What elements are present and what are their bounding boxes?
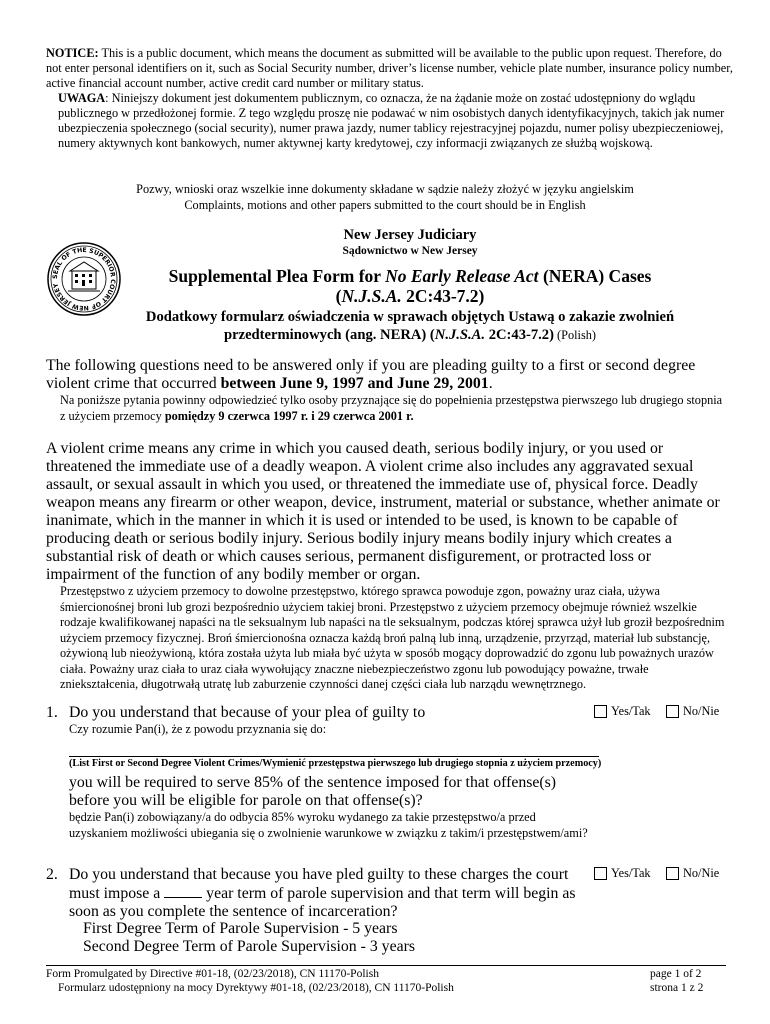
notice-text: This is a public document, which means the document as submitted will be available to the public upon request. Therefore, do not enter personal identifiers on it, such as Social Security number, driver’s license number, vehicle plate number, insurance policy number, active financial account number, active credit card number or military status.	[46, 46, 733, 90]
yes-checkbox[interactable]: Yes/Tak	[594, 704, 651, 719]
no-checkbox[interactable]: No/Nie	[666, 866, 719, 881]
language-notice	[0, 181, 770, 213]
notice-pl-label: UWAGA	[58, 91, 106, 105]
org-name-en: New Jersey Judiciary	[343, 227, 477, 243]
crimes-input-line[interactable]	[69, 756, 599, 757]
years-blank-input[interactable]	[164, 884, 202, 898]
language-notice-pl: Pozwy, wnioski oraz wszelkie inne dokumenty składane w sądzie należy złożyć w języku angielskim	[136, 182, 634, 196]
question-text-en: Do you understand that because of your plea of guilty to	[69, 704, 426, 721]
checkbox-icon[interactable]	[594, 705, 607, 718]
question-text-en: Do you understand that because you have pled guilty to these charges the court must impose a year term of parole supervision and that term will begin as soon as you complete the sentence of incarceration?	[69, 866, 576, 920]
form-title: Supplemental Plea Form for No Early Release Act (NERA) Cases (N.J.S.A. 2C:43-7.2)	[168, 266, 652, 306]
notice-pl-text: : Niniejszy dokument jest dokumentem publicznym, co oznacza, że na żądanie może on zostać udostępniony do wglądu publicznego w przedłożonej formie. Z tego względu proszę nie podawać w nim osobistych danych identyfikacyjnych, takich jak numer ubezpieczenia społecznego (social security), numer prawa jazdy, numer tablicy rejestracyjnej pojazdu, numer polisy ubezpieczeniowej, numery aktywnych kont bankowych, numer aktywnej karty kredytowej, czy informacji związanych ze służbą wojskową.	[58, 91, 725, 150]
notice-label: NOTICE:	[46, 46, 99, 60]
footer-page-number: page 1 of 2 strona 1 z 2	[650, 968, 704, 994]
no-checkbox[interactable]: No/Nie	[666, 704, 719, 719]
definition-section	[46, 440, 726, 693]
checkbox-icon[interactable]	[666, 867, 679, 880]
notice-block	[46, 46, 736, 151]
checkbox-icon[interactable]	[666, 705, 679, 718]
notice-en	[46, 46, 736, 91]
intro-en: The following questions need to be answered only if you are pleading guilty to a first or second degree violent crime that occurred between June 9, 1997 and June 29, 2001.	[46, 357, 696, 392]
question-number: 1.	[46, 704, 58, 721]
language-notice-en: Complaints, motions and other papers submitted to the court should be in English	[184, 198, 586, 212]
question-cont-pl: będzie Pan(i) zobowiązany/a do odbycia 85% wyroku wydanego za takie przestępstwo/a przed uzyskaniem możliwości ubiegania się o zwolnienie warunkowe w związku z takim/i przestępstwem/ami?	[69, 810, 588, 840]
intro-pl: Na poniższe pytania powinny odpowiedzieć tylko osoby przyznające się do popełnienia przestępstwa pierwszego lub drugiego stopnia z użyciem przemocy pomiędzy 9 czerwca 1997 r. i 29 czerwca 2001 r.	[60, 393, 723, 423]
crimes-line-caption: (List First or Second Degree Violent Crimes/Wymienić przestępstwa pierwszego lub drugiego stopnia z użyciem przemocy)	[69, 758, 602, 769]
seal-text: SEAL OF THE SUPERIOR COURT OF NEW JERSEY	[51, 246, 117, 312]
footer-divider	[46, 965, 726, 966]
yes-checkbox[interactable]: Yes/Tak	[594, 866, 651, 881]
question-number: 2.	[46, 866, 58, 883]
first-degree-term: First Degree Term of Parole Supervision - 5 years	[83, 920, 398, 937]
second-degree-term: Second Degree Term of Parole Supervision - 3 years	[83, 938, 415, 955]
notice-pl	[58, 91, 736, 151]
checkbox-icon[interactable]	[594, 867, 607, 880]
question-cont-en: you will be required to serve 85% of the sentence imposed for that offense(s) before you will be eligible for parole on that offense(s)?	[69, 774, 557, 809]
question-text-pl: Czy rozumie Pan(i), że z powodu przyznania się do:	[69, 722, 327, 736]
definition-en: A violent crime means any crime in which you caused death, serious bodily injury, or you used or threatened the immediate use of a deadly weapon. A violent crime also includes any aggravated sexual assault, or sexual assault in which you used, or threatened the immediate use of, physical force. Deadly weapon means any firearm or other weapon, device, instrument, material or substance, whether animate or inanimate, which in the manner in which it is used or intended to be used, is known to be capable of producing death or serious bodily injury. Serious bodily injury means bodily injury which creates a substantial risk of death or which causes serious, permanent disfigurement, or protracted loss or impairment of the function of any bodily member or organ.	[46, 440, 720, 583]
footer-left: Form Promulgated by Directive #01-18, (02/23/2018), CN 11170-Polish Formularz udostępniony na mocy Dyrektywy #01-18, (02/23/2018), CN 11170-Polish	[46, 968, 454, 994]
definition-pl: Przestępstwo z użyciem przemocy to dowolne przestępstwo, którego sprawca powoduje zgon, poważny uraz ciała, używa śmiercionośnej broni lub grozi bezpośrednio użyciem takiej broni. Przestępstwo z użyciem przemocy obejmuje również wszelkie rodzaje kwalifikowanej napaści na tle seksualnym lub napaści na tle seksualnym, podczas której sprawca użył lub groził bezpośrednim użyciem przemocy fizycznej. Broń śmiercionośna oznacza każdą broń palną lub inną, urządzenie, przyrząd, materiał lub substancję, ożywioną lub nieożywioną, która została użyta lub miała być użyta w sposób mogący doprowadzić do zgonu lub poważnych urazów ciała. Poważny uraz ciała to uraz ciała wywołujący znaczne niebezpieczeństwo zgonu lub powodujący poważne, trwałe zniekształcenia, długotrwałą utratę lub zaburzenie czynności danej części ciała lub narządu wewnętrznego.	[60, 584, 725, 691]
org-name-pl: Sądownictwo w New Jersey	[342, 245, 478, 257]
question-2	[46, 866, 736, 958]
question-1	[46, 704, 736, 854]
form-title-pl: Dodatkowy formularz oświadczenia w sprawach objętych Ustawą o zakazie zwolnień przedterminowych (ang. NERA) (N.J.S.A. 2C:43-7.2) (Polish)	[145, 309, 675, 343]
intro-section	[46, 357, 726, 424]
